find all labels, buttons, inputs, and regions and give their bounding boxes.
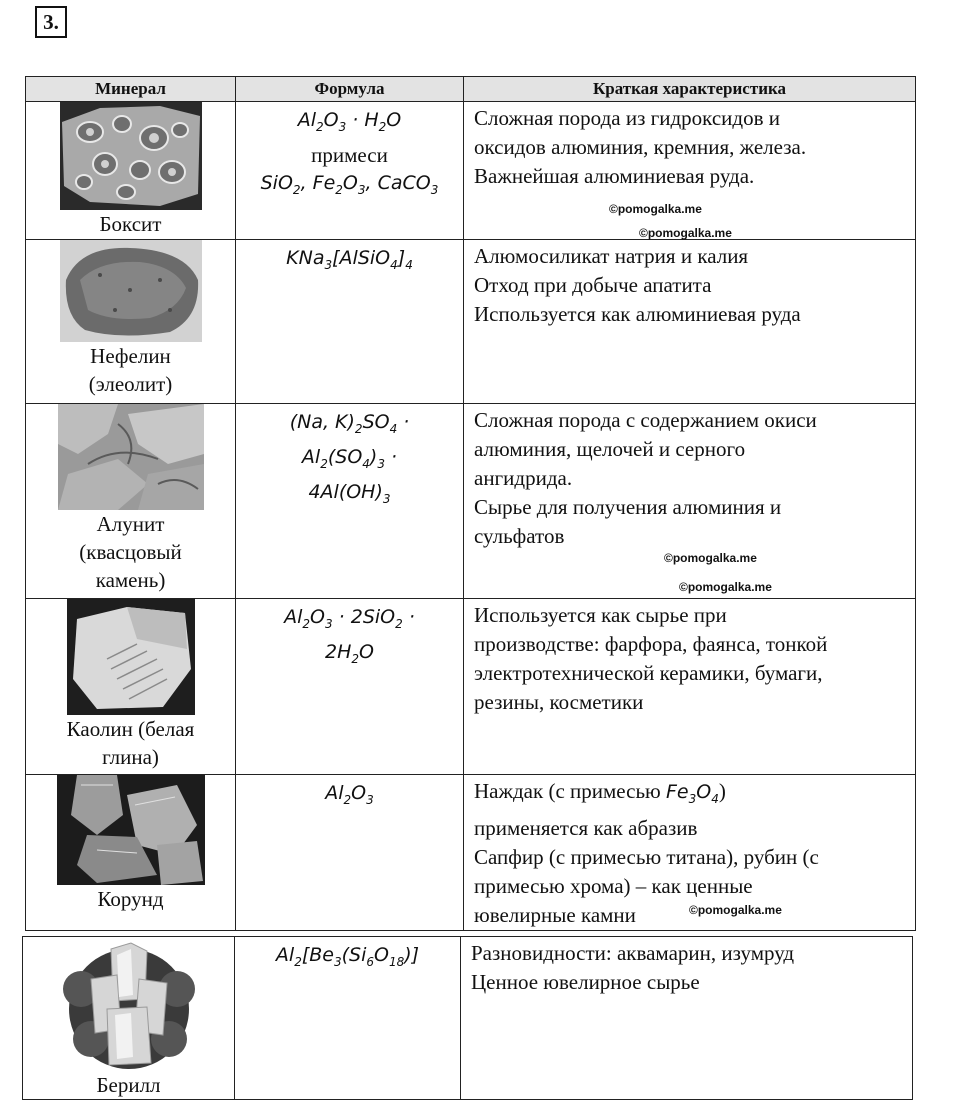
corundum-photo [57,775,205,885]
beryl-table [22,936,913,1100]
description-line: Алюмосиликат натрия и калия [474,244,749,268]
description-corundum [464,775,916,931]
description-line: Ценное ювелирное сырье [471,970,700,994]
description-line: электротехнической керамики, бумаги, [474,661,823,685]
mineral-cell-kaolin [26,599,236,775]
mineral-name: Нефелин [90,344,171,368]
table-row [26,240,916,404]
formula-beryl: $Al_2[Be_3(Si_6O_{18})]$ [235,937,461,1100]
formula-kaolin: $Al_2O_3 \cdot 2SiO_2$ · $2H_2O$ [236,599,464,775]
description-line: ангидрида. [474,466,573,490]
task-number: 3. [35,6,67,38]
mineral-name: Берилл [96,1073,161,1097]
watermark: ©pomogalka.me [639,226,732,240]
description-line: резины, косметики [474,690,644,714]
mineral-cell-corundum [26,775,236,931]
table-row [23,937,913,1100]
table-row [26,599,916,775]
impurities-label: примеси [311,142,388,167]
description-bauxite [464,102,916,240]
minerals-table [25,76,916,931]
description-line: примесью хрома) – как ценные [474,873,753,898]
mineral-name: Каолин (белая [66,717,195,741]
description-line: Сложная порода с содержанием окиси [474,408,817,432]
alunite-photo [58,404,204,510]
description-line: ювелирные камни [474,902,636,927]
description-line: оксидов алюминия, кремния, железа. [474,135,807,159]
table-row [26,404,916,599]
mineral-cell-nepheline [26,240,236,404]
mineral-name: глина) [102,745,159,769]
watermark: ©pomogalka.me [689,903,782,917]
description-line: Важнейшая алюминиевая руда. [474,164,755,188]
description-line: Сложная порода из гидроксидов и [474,106,780,130]
bauxite-photo [60,102,202,210]
kaolin-photo [67,599,195,715]
description-beryl [461,937,913,1100]
description-alunite [464,404,916,599]
watermark: ©pomogalka.me [679,580,772,594]
table-header-row [26,77,916,102]
mineral-cell-beryl [23,937,235,1100]
mineral-name: Боксит [99,212,162,236]
formula-nepheline: $KNa_3[AlSiO_4]_4$ [236,240,464,404]
formula-corundum: $Al_2O_3$ [236,775,464,931]
mineral-cell-bauxite [26,102,236,240]
watermark: ©pomogalka.me [609,202,702,216]
nepheline-photo [60,240,202,342]
header-characteristic: Краткая характеристика [464,77,916,102]
description-line: применяется как абразив [474,815,698,840]
description-line: Разновидности: аквамарин, изумруд [471,941,795,965]
beryl-photo [51,939,207,1071]
description-line: Сырье для получения алюминия и [474,495,782,519]
description-line: Сапфир (с примесью титана), рубин (с [474,844,819,869]
description-nepheline [464,240,916,404]
description-line: Используется как сырье при [474,603,727,627]
description-line: сульфатов [474,524,565,548]
header-formula: Формула [236,77,464,102]
description-line: Наждак (с примесью $Fe_3O_4$) [474,779,726,806]
description-line: алюминия, щелочей и серного [474,437,746,461]
header-mineral: Минерал [26,77,236,102]
mineral-cell-alunite [26,404,236,599]
mineral-name: Алунит [96,512,165,536]
description-kaolin [464,599,916,775]
description-line: Используется как алюминиевая руда [474,302,801,326]
formula-alunite: (Na, $K)_2SO_4$ · $Al_2(SO_4)_3$ · $4Al(OH)_3$ [236,404,464,599]
description-line: Отход при добыче апатита [474,273,712,297]
mineral-name: (квасцовый [79,540,182,564]
watermark: ©pomogalka.me [664,551,757,565]
mineral-name: (элеолит) [88,372,173,396]
table-row [26,775,916,931]
mineral-name: камень) [95,568,166,592]
table-row [26,102,916,240]
mineral-name: Корунд [97,887,164,911]
formula-bauxite: $Al_2O_3 \cdot H_2O$ примеси SiO$_2$, $Fe_2O_3$, CaCO$_3$ [236,102,464,240]
description-line: производстве: фарфора, фаянса, тонкой [474,632,828,656]
